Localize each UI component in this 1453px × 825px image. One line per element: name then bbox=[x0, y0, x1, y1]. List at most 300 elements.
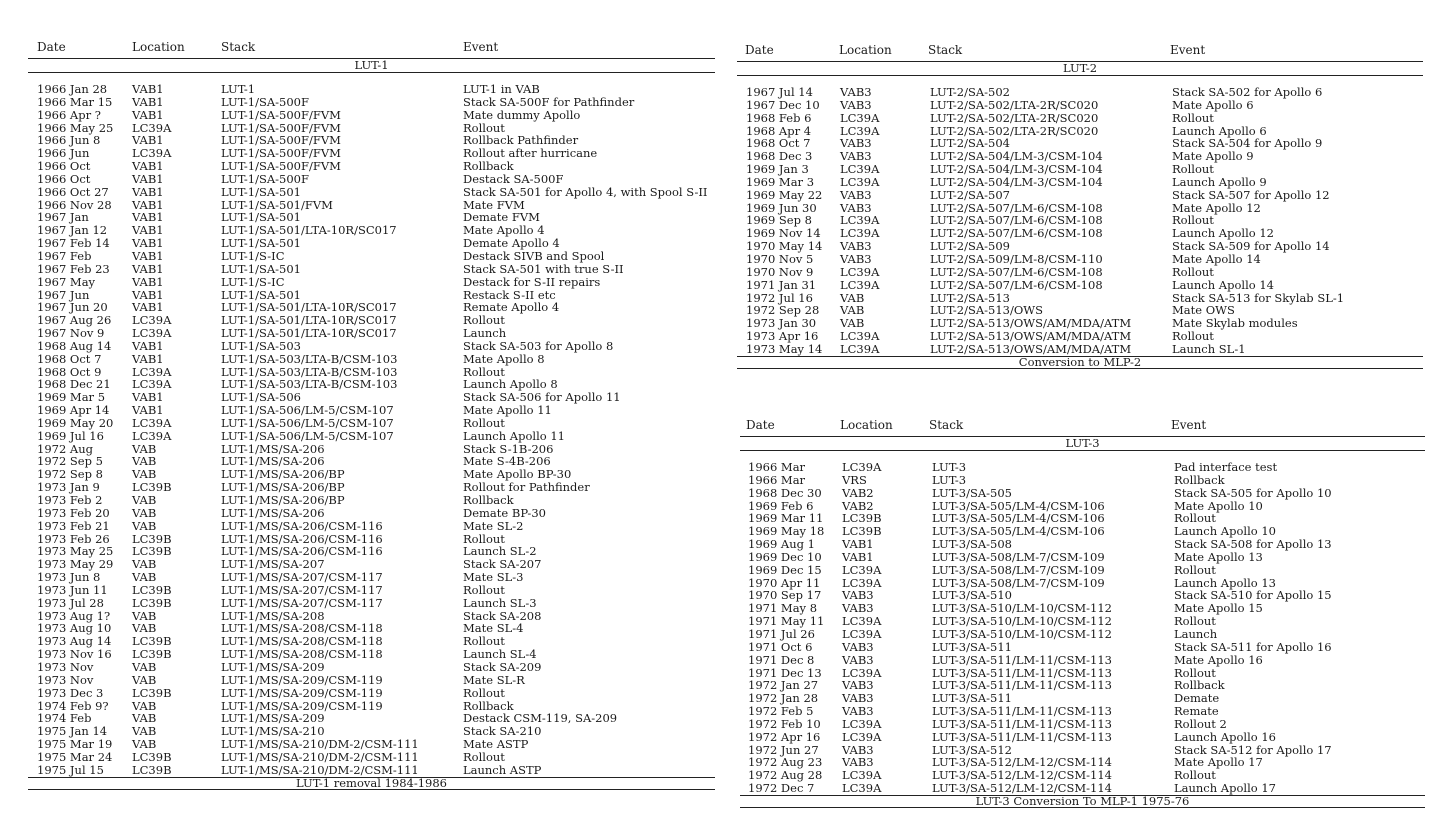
table-row bbox=[28, 674, 715, 687]
table-caption: LUT-3 bbox=[740, 436, 1425, 451]
row-location: VAB bbox=[132, 711, 157, 726]
row-event: Rollout bbox=[463, 582, 505, 597]
row-date: 1967 Jun bbox=[37, 287, 90, 302]
row-stack: LUT-2/SA-504/LM-3/CSM-104 bbox=[930, 149, 1103, 164]
table-row bbox=[28, 661, 715, 674]
table-row bbox=[740, 487, 1425, 500]
row-stack: LUT-1/SA-506/LM-5/CSM-107 bbox=[221, 415, 394, 430]
row-location: LC39A bbox=[840, 123, 880, 138]
row-location: VAB bbox=[132, 737, 157, 752]
table-row bbox=[28, 507, 715, 520]
row-location: VAB1 bbox=[132, 261, 164, 276]
row-location: VAB3 bbox=[842, 755, 874, 770]
row-date: 1974 Feb bbox=[37, 711, 92, 726]
row-location: LC39A bbox=[840, 341, 880, 356]
table-header bbox=[737, 43, 1423, 61]
row-event: Stack SA-210 bbox=[463, 724, 542, 739]
row-date: 1971 Jul 26 bbox=[748, 626, 815, 641]
table-row bbox=[28, 417, 715, 430]
row-event: Launch ASTP bbox=[463, 762, 542, 777]
row-stack: LUT-3/SA-512/LM-12/CSM-114 bbox=[932, 781, 1112, 796]
table-row bbox=[740, 551, 1425, 564]
row-event: Launch Apollo 13 bbox=[1174, 575, 1276, 590]
row-event: Destack SIVB and Spool bbox=[463, 248, 605, 263]
row-date: 1971 Oct 6 bbox=[748, 639, 813, 654]
row-event: Stack SA-506 for Apollo 11 bbox=[463, 390, 621, 405]
lut3-table bbox=[740, 418, 1425, 808]
row-date: 1966 Mar 15 bbox=[37, 94, 113, 109]
row-date: 1970 Nov 5 bbox=[746, 251, 814, 266]
row-event: Rollout bbox=[1174, 768, 1216, 783]
row-date: 1967 Feb bbox=[37, 248, 92, 263]
row-date: 1966 Jun bbox=[37, 146, 90, 161]
row-location: LC39B bbox=[132, 544, 172, 559]
row-event: Launch Apollo 14 bbox=[1172, 277, 1274, 292]
row-date: 1973 Jun 8 bbox=[37, 570, 101, 585]
row-date: 1969 Aug 1 bbox=[748, 537, 815, 552]
row-location: LC39A bbox=[842, 562, 882, 577]
row-date: 1967 Feb 23 bbox=[37, 261, 110, 276]
row-location: LC39A bbox=[840, 264, 880, 279]
row-stack: LUT-1/MS/SA-207/CSM-117 bbox=[221, 595, 383, 610]
table-row bbox=[740, 538, 1425, 551]
table-row bbox=[737, 176, 1423, 189]
row-event: Rollout bbox=[1172, 213, 1214, 228]
row-event: Launch SL-2 bbox=[463, 544, 537, 559]
row-event: Stack SA-502 for Apollo 6 bbox=[1172, 85, 1323, 99]
table-row bbox=[740, 641, 1425, 654]
row-date: 1971 Dec 8 bbox=[748, 652, 815, 667]
table-row bbox=[740, 564, 1425, 577]
row-location: VAB bbox=[132, 698, 157, 713]
row-stack: LUT-1/SA-501/LTA-10R/SC017 bbox=[221, 326, 397, 341]
row-event: Launch bbox=[1174, 626, 1218, 641]
row-location: LC39A bbox=[840, 213, 880, 228]
row-date: 1971 May 8 bbox=[748, 601, 818, 616]
row-location: VAB1 bbox=[132, 338, 164, 353]
row-event: Stack SA-512 for Apollo 17 bbox=[1174, 742, 1332, 757]
row-stack: LUT-3/SA-512/LM-12/CSM-114 bbox=[932, 768, 1112, 783]
row-location: VAB2 bbox=[842, 485, 874, 500]
row-event: Launch Apollo 12 bbox=[1172, 226, 1274, 241]
row-event: Launch Apollo 6 bbox=[1172, 123, 1267, 138]
row-stack: LUT-3/SA-512 bbox=[932, 742, 1012, 757]
date-header: Date bbox=[745, 43, 774, 57]
row-date: 1973 Jan 9 bbox=[37, 480, 100, 495]
row-date: 1972 Aug 23 bbox=[748, 755, 823, 770]
row-location: VAB bbox=[132, 467, 157, 482]
row-location: LC39A bbox=[132, 364, 172, 379]
table-footer: Conversion to MLP-2 bbox=[737, 356, 1423, 369]
row-event: Stack SA-209 bbox=[463, 659, 542, 674]
row-stack: LUT-1/SA-503/LTA-B/CSM-103 bbox=[221, 364, 398, 379]
row-stack: LUT-1/MS/SA-210/DM-2/CSM-111 bbox=[221, 737, 419, 752]
row-location: VAB bbox=[840, 303, 865, 318]
row-stack: LUT-2/SA-507/LM-6/CSM-108 bbox=[930, 264, 1103, 279]
stack-header: Stack bbox=[928, 43, 963, 57]
row-date: 1967 May bbox=[37, 274, 96, 289]
row-date: 1966 Mar bbox=[748, 472, 806, 487]
row-location: VAB1 bbox=[842, 549, 874, 564]
row-date: 1969 Jul 16 bbox=[37, 428, 104, 443]
row-stack: LUT-2/SA-502/LTA-2R/SC020 bbox=[930, 97, 1099, 112]
row-event: Mate SL-3 bbox=[463, 570, 524, 585]
table-row bbox=[28, 751, 715, 764]
table-row bbox=[740, 718, 1425, 731]
row-location: VAB1 bbox=[132, 171, 164, 186]
row-stack: LUT-1/MS/SA-208/CSM-118 bbox=[221, 621, 383, 636]
row-location: VAB bbox=[132, 441, 157, 456]
row-event: Rollout bbox=[463, 415, 505, 430]
row-date: 1968 Aug 14 bbox=[37, 338, 112, 353]
row-stack: LUT-1/MS/SA-210/DM-2/CSM-111 bbox=[221, 762, 419, 777]
row-stack: LUT-1/SA-503/LTA-B/CSM-103 bbox=[221, 351, 398, 366]
row-event: Launch Apollo 16 bbox=[1174, 729, 1276, 744]
row-event: Launch Apollo 8 bbox=[463, 377, 558, 392]
table-row bbox=[28, 340, 715, 353]
row-stack: LUT-1/SA-500F/FVM bbox=[221, 146, 341, 161]
row-location: VAB3 bbox=[842, 742, 874, 757]
row-location: LC39A bbox=[842, 781, 882, 796]
row-event: Launch Apollo 11 bbox=[463, 428, 565, 443]
table-row bbox=[737, 279, 1423, 292]
row-date: 1970 May 14 bbox=[746, 239, 823, 254]
row-location: VAB3 bbox=[840, 200, 872, 215]
row-date: 1969 Dec 15 bbox=[748, 562, 822, 577]
row-stack: LUT-2/SA-504 bbox=[930, 136, 1010, 151]
row-event: Rollout bbox=[463, 364, 505, 379]
row-date: 1970 Sep 17 bbox=[748, 588, 822, 603]
row-date: 1972 Feb 10 bbox=[748, 716, 821, 731]
row-location: VAB bbox=[132, 724, 157, 739]
row-stack: LUT-1/SA-501 bbox=[221, 236, 301, 251]
row-event: Mate Apollo BP-30 bbox=[463, 467, 572, 482]
table-row bbox=[28, 186, 715, 199]
row-location: LC39B bbox=[132, 480, 172, 495]
row-stack: LUT-2/SA-507/LM-6/CSM-108 bbox=[930, 226, 1103, 241]
row-stack: LUT-2/SA-513/OWS/AM/MDA/ATM bbox=[930, 329, 1132, 344]
row-event: Rollout bbox=[463, 531, 505, 546]
row-location: VAB3 bbox=[840, 136, 872, 151]
date-header: Date bbox=[746, 418, 775, 432]
row-stack: LUT-3/SA-508/LM-7/CSM-109 bbox=[932, 562, 1105, 577]
row-location: VAB1 bbox=[132, 248, 164, 263]
row-event: Remate Apollo 4 bbox=[463, 300, 560, 315]
row-stack: LUT-1/SA-501/LTA-10R/SC017 bbox=[221, 223, 397, 238]
row-date: 1972 Sep 5 bbox=[37, 454, 103, 469]
row-event: Mate Skylab modules bbox=[1172, 316, 1298, 331]
row-stack: LUT-1/SA-501 bbox=[221, 261, 301, 276]
row-date: 1966 Oct 27 bbox=[37, 184, 109, 199]
row-stack: LUT-1/S-IC bbox=[221, 248, 285, 263]
row-location: LC39A bbox=[842, 768, 882, 783]
row-location: VAB bbox=[132, 672, 157, 687]
row-event: Rollback bbox=[1174, 472, 1225, 487]
row-stack: LUT-1/SA-500F/FVM bbox=[221, 159, 341, 174]
table-row bbox=[28, 597, 715, 610]
row-date: 1975 Jan 14 bbox=[37, 724, 108, 739]
table-row bbox=[737, 163, 1423, 176]
table-row bbox=[28, 83, 715, 96]
row-stack: LUT-1/MS/SA-209 bbox=[221, 659, 325, 674]
row-stack: LUT-1/MS/SA-208 bbox=[221, 608, 325, 623]
row-date: 1967 Aug 26 bbox=[37, 313, 112, 328]
table-body bbox=[28, 73, 715, 777]
row-location: LC39A bbox=[842, 716, 882, 731]
row-event: Launch SL-3 bbox=[463, 595, 537, 610]
row-date: 1966 Mar bbox=[748, 460, 806, 474]
table-row bbox=[737, 330, 1423, 343]
row-event: Rollout for Pathfinder bbox=[463, 480, 590, 495]
row-location: LC39A bbox=[132, 428, 172, 443]
row-date: 1967 Jan 12 bbox=[37, 223, 108, 238]
row-location: LC39B bbox=[842, 524, 882, 539]
row-stack: LUT-1/MS/SA-209/CSM-119 bbox=[221, 685, 383, 700]
row-location: VAB1 bbox=[132, 159, 164, 174]
table-header bbox=[740, 418, 1425, 436]
row-date: 1972 Aug bbox=[37, 441, 93, 456]
row-location: VAB3 bbox=[842, 704, 874, 719]
row-location: VAB1 bbox=[132, 184, 164, 199]
row-event: Demate FVM bbox=[463, 210, 540, 225]
row-date: 1973 Nov bbox=[37, 672, 94, 687]
row-date: 1973 Aug 10 bbox=[37, 621, 112, 636]
row-date: 1973 Feb 21 bbox=[37, 518, 110, 533]
table-row bbox=[28, 353, 715, 366]
row-date: 1970 Nov 9 bbox=[746, 264, 814, 279]
table-row bbox=[28, 584, 715, 597]
row-event: Launch Apollo 10 bbox=[1174, 524, 1276, 539]
row-event: Launch SL-1 bbox=[1172, 341, 1246, 356]
row-event: Launch Apollo 17 bbox=[1174, 781, 1276, 796]
row-stack: LUT-1/MS/SA-206/CSM-116 bbox=[221, 544, 383, 559]
row-location: VAB2 bbox=[842, 498, 874, 513]
row-location: LC39A bbox=[842, 626, 882, 641]
row-stack: LUT-1/SA-500F bbox=[221, 171, 309, 186]
row-event: Stack SA-501 for Apollo 4, with Spool S-II bbox=[463, 184, 708, 199]
row-location: LC39A bbox=[132, 313, 172, 328]
row-date: 1966 May 25 bbox=[37, 120, 114, 135]
table-row bbox=[740, 654, 1425, 667]
row-stack: LUT-3/SA-511/LM-11/CSM-113 bbox=[932, 652, 1112, 667]
table-row bbox=[737, 112, 1423, 125]
row-location: LC39A bbox=[840, 110, 880, 125]
row-event: Rollout after hurricane bbox=[463, 146, 598, 161]
row-date: 1971 Dec 13 bbox=[748, 665, 822, 680]
row-date: 1969 May 20 bbox=[37, 415, 114, 430]
row-stack: LUT-2/SA-507/LM-6/CSM-108 bbox=[930, 213, 1103, 228]
row-location: VAB1 bbox=[132, 210, 164, 225]
event-header: Event bbox=[463, 40, 499, 54]
row-stack: LUT-2/SA-502 bbox=[930, 85, 1010, 99]
row-event: Mate SL-4 bbox=[463, 621, 524, 636]
table-row bbox=[28, 430, 715, 443]
row-event: Stack SA-513 for Skylab SL-1 bbox=[1172, 290, 1345, 305]
row-event: Mate Apollo 9 bbox=[1172, 149, 1254, 164]
table-row bbox=[28, 494, 715, 507]
row-event: Mate ASTP bbox=[463, 737, 529, 752]
table-row bbox=[28, 687, 715, 700]
table-caption: LUT-1 bbox=[28, 58, 715, 73]
row-location: VAB3 bbox=[842, 652, 874, 667]
row-date: 1975 Mar 24 bbox=[37, 749, 113, 764]
row-event: Stack SA-208 bbox=[463, 608, 542, 623]
location-header: Location bbox=[132, 40, 185, 54]
row-event: Rollout bbox=[463, 749, 505, 764]
location-header: Location bbox=[839, 43, 892, 57]
row-stack: LUT-1/SA-500F/FVM bbox=[221, 120, 341, 135]
row-stack: LUT-1/SA-500F bbox=[221, 94, 309, 109]
table-row bbox=[28, 276, 715, 289]
row-stack: LUT-3 bbox=[932, 460, 967, 474]
row-event: Remate bbox=[1174, 704, 1219, 719]
row-location: VAB1 bbox=[132, 351, 164, 366]
row-date: 1969 Dec 10 bbox=[748, 549, 822, 564]
row-location: VAB bbox=[132, 518, 157, 533]
lut1-table bbox=[28, 40, 715, 790]
row-location: VAB1 bbox=[132, 197, 164, 212]
row-event: Mate Apollo 8 bbox=[463, 351, 545, 366]
row-stack: LUT-2/SA-502/LTA-2R/SC020 bbox=[930, 110, 1099, 125]
row-location: VAB1 bbox=[132, 107, 164, 122]
row-event: Stack SA-508 for Apollo 13 bbox=[1174, 537, 1332, 552]
row-event: Mate dummy Apollo bbox=[463, 107, 581, 122]
row-stack: LUT-3/SA-511/LM-11/CSM-113 bbox=[932, 665, 1112, 680]
stack-header: Stack bbox=[221, 40, 256, 54]
row-event: Stack SA-509 for Apollo 14 bbox=[1172, 239, 1330, 254]
row-location: VAB1 bbox=[132, 236, 164, 251]
row-stack: LUT-1/SA-501/LTA-10R/SC017 bbox=[221, 300, 397, 315]
row-location: LC39A bbox=[132, 377, 172, 392]
row-stack: LUT-2/SA-513 bbox=[930, 290, 1010, 305]
table-row bbox=[740, 461, 1425, 474]
row-stack: LUT-3/SA-508/LM-7/CSM-109 bbox=[932, 575, 1105, 590]
table-row bbox=[737, 343, 1423, 356]
row-event: Rollback bbox=[1174, 678, 1225, 693]
row-event: Mate Apollo 15 bbox=[1174, 601, 1263, 616]
row-stack: LUT-2/SA-507/LM-6/CSM-108 bbox=[930, 200, 1103, 215]
row-date: 1969 Apr 14 bbox=[37, 403, 110, 418]
row-location: VAB bbox=[132, 493, 157, 507]
row-location: LC39A bbox=[132, 146, 172, 161]
table-row bbox=[737, 253, 1423, 266]
event-header: Event bbox=[1171, 418, 1207, 432]
row-date: 1969 Mar 5 bbox=[37, 390, 106, 405]
row-date: 1969 Sep 8 bbox=[746, 213, 812, 228]
row-location: LC39B bbox=[132, 595, 172, 610]
row-event: Stack SA-501 with true S-II bbox=[463, 261, 624, 276]
row-event: LUT-1 in VAB bbox=[463, 82, 540, 96]
table-row bbox=[740, 782, 1425, 795]
row-location: VAB1 bbox=[132, 287, 164, 302]
row-event: Rollout bbox=[1174, 665, 1216, 680]
row-stack: LUT-3/SA-511/LM-11/CSM-113 bbox=[932, 716, 1112, 731]
row-date: 1967 Jun 20 bbox=[37, 300, 108, 315]
row-stack: LUT-1/MS/SA-208/CSM-118 bbox=[221, 634, 383, 649]
row-date: 1969 Nov 14 bbox=[746, 226, 821, 241]
row-stack: LUT-1/MS/SA-206/CSM-116 bbox=[221, 531, 383, 546]
row-event: Rollout bbox=[1172, 329, 1214, 344]
row-event: Mate Apollo 12 bbox=[1172, 200, 1261, 215]
row-stack: LUT-3/SA-511 bbox=[932, 691, 1012, 706]
row-location: LC39B bbox=[132, 582, 172, 597]
row-location: LC39B bbox=[132, 749, 172, 764]
row-location: LC39A bbox=[840, 174, 880, 189]
row-stack: LUT-3/SA-511/LM-11/CSM-113 bbox=[932, 729, 1112, 744]
row-stack: LUT-1/SA-503/LTA-B/CSM-103 bbox=[221, 377, 398, 392]
row-date: 1973 Feb 20 bbox=[37, 505, 110, 520]
row-date: 1972 Apr 16 bbox=[748, 729, 821, 744]
row-date: 1969 Jun 30 bbox=[746, 200, 817, 215]
row-location: VAB3 bbox=[840, 149, 872, 164]
row-date: 1969 May 18 bbox=[748, 524, 825, 539]
row-event: Rollout bbox=[463, 313, 505, 328]
row-stack: LUT-1/SA-500F/FVM bbox=[221, 107, 341, 122]
row-event: Mate Apollo 6 bbox=[1172, 97, 1254, 112]
row-date: 1966 Jun 8 bbox=[37, 133, 101, 148]
row-location: VAB3 bbox=[842, 678, 874, 693]
row-stack: LUT-2/SA-504/LM-3/CSM-104 bbox=[930, 162, 1103, 177]
row-date: 1966 Oct bbox=[37, 159, 91, 174]
row-date: 1973 Jun 11 bbox=[37, 582, 108, 597]
row-date: 1970 Apr 11 bbox=[748, 575, 821, 590]
row-event: Mate Apollo 11 bbox=[463, 403, 552, 418]
row-stack: LUT-1/MS/SA-207/CSM-117 bbox=[221, 582, 383, 597]
row-event: Destack CSM-119, SA-209 bbox=[463, 711, 618, 726]
row-location: VAB3 bbox=[840, 251, 872, 266]
row-stack: LUT-3/SA-511/LM-11/CSM-113 bbox=[932, 704, 1112, 719]
table-row bbox=[28, 96, 715, 109]
row-location: VAB3 bbox=[840, 187, 872, 202]
row-stack: LUT-3/SA-508 bbox=[932, 537, 1012, 552]
row-stack: LUT-1/SA-500F/FVM bbox=[221, 133, 341, 148]
table-row bbox=[28, 160, 715, 173]
row-date: 1969 Feb 6 bbox=[748, 498, 814, 513]
row-stack: LUT-1/MS/SA-206/BP bbox=[221, 467, 345, 482]
row-location: VAB3 bbox=[842, 588, 874, 603]
table-row bbox=[740, 731, 1425, 744]
row-event: Rollout 2 bbox=[1174, 716, 1227, 731]
table-row bbox=[28, 250, 715, 263]
row-event: Stack SA-503 for Apollo 8 bbox=[463, 338, 614, 353]
row-event: Rollback Pathfinder bbox=[463, 133, 579, 148]
row-location: VAB1 bbox=[132, 223, 164, 238]
row-event: Mate Apollo 4 bbox=[463, 223, 545, 238]
row-event: Mate Apollo 13 bbox=[1174, 549, 1263, 564]
row-location: VAB1 bbox=[132, 82, 164, 96]
table-caption: LUT-2 bbox=[737, 61, 1423, 76]
table-footer: LUT-1 removal 1984-1986 bbox=[28, 777, 715, 790]
row-stack: LUT-2/SA-513/OWS/AM/MDA/ATM bbox=[930, 341, 1132, 356]
row-stack: LUT-2/SA-504/LM-3/CSM-104 bbox=[930, 174, 1103, 189]
row-date: 1973 May 14 bbox=[746, 341, 823, 356]
row-date: 1972 Jun 27 bbox=[748, 742, 819, 757]
row-date: 1969 Mar 11 bbox=[748, 511, 824, 526]
row-location: LC39B bbox=[132, 531, 172, 546]
table-row bbox=[28, 571, 715, 584]
row-date: 1973 Jul 28 bbox=[37, 595, 104, 610]
row-date: 1969 Jan 3 bbox=[746, 162, 809, 177]
row-location: LC39A bbox=[840, 226, 880, 241]
row-stack: LUT-1/MS/SA-207 bbox=[221, 557, 325, 572]
row-stack: LUT-1/SA-501 bbox=[221, 287, 301, 302]
row-date: 1973 Dec 3 bbox=[37, 685, 104, 700]
row-event: Rollback bbox=[463, 159, 514, 174]
row-date: 1969 Mar 3 bbox=[746, 174, 815, 189]
row-stack: LUT-3/SA-511 bbox=[932, 639, 1012, 654]
row-event: Stack SA-505 for Apollo 10 bbox=[1174, 485, 1332, 500]
table-row bbox=[737, 266, 1423, 279]
